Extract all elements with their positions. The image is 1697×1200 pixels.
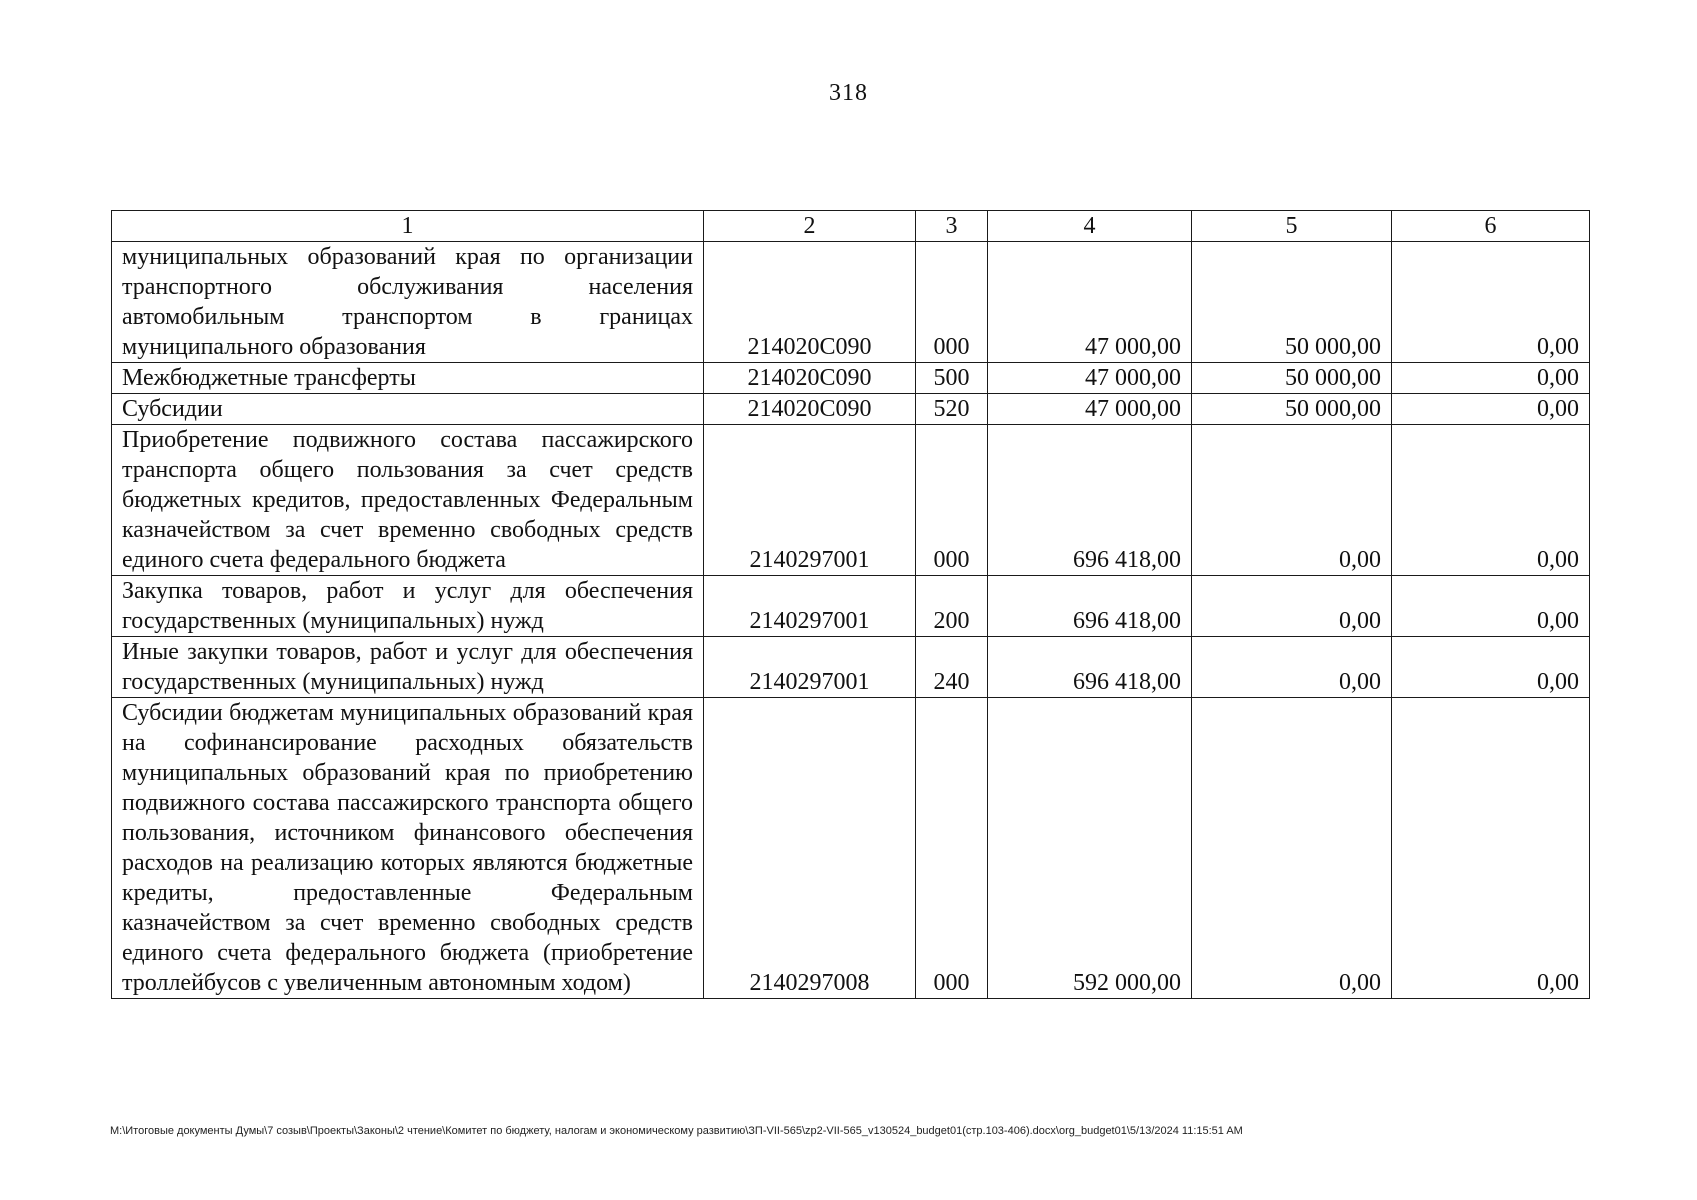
row-amount-col5: 0,00 xyxy=(1192,698,1392,999)
row-amount-col5: 50 000,00 xyxy=(1192,363,1392,394)
table-row xyxy=(112,363,1590,394)
row-amount-col4: 696 418,00 xyxy=(988,637,1192,698)
header-col-1: 1 xyxy=(112,211,704,242)
row-target-code: 214020С090 xyxy=(704,242,916,363)
row-amount-col4: 696 418,00 xyxy=(988,425,1192,576)
table-row xyxy=(112,637,1590,698)
row-amount-col4: 592 000,00 xyxy=(988,698,1192,999)
row-name: Закупка товаров, работ и услуг для обеспечения государственных (муниципальных) нужд xyxy=(112,576,704,637)
budget-table xyxy=(111,210,1590,999)
header-col-3: 3 xyxy=(916,211,988,242)
row-amount-col4: 47 000,00 xyxy=(988,394,1192,425)
table-row xyxy=(112,425,1590,576)
table-body xyxy=(112,242,1590,999)
row-expense-type: 000 xyxy=(916,242,988,363)
row-target-code: 214020С090 xyxy=(704,394,916,425)
header-row xyxy=(112,211,1590,242)
header-col-5: 5 xyxy=(1192,211,1392,242)
row-target-code: 214020С090 xyxy=(704,363,916,394)
row-amount-col6: 0,00 xyxy=(1392,637,1590,698)
row-target-code: 2140297001 xyxy=(704,576,916,637)
row-name: Приобретение подвижного состава пассажирского транспорта общего пользования за счет средств бюджетных кредитов, предоставленных Федеральным казначейством за счет временно свободных средств единого счета федерального бюджета xyxy=(112,425,704,576)
row-amount-col5: 0,00 xyxy=(1192,637,1392,698)
row-target-code: 2140297001 xyxy=(704,637,916,698)
table-header xyxy=(112,211,1590,242)
header-col-2: 2 xyxy=(704,211,916,242)
row-amount-col6: 0,00 xyxy=(1392,394,1590,425)
row-amount-col6: 0,00 xyxy=(1392,242,1590,363)
header-col-6: 6 xyxy=(1392,211,1590,242)
row-target-code: 2140297008 xyxy=(704,698,916,999)
row-amount-col4: 47 000,00 xyxy=(988,242,1192,363)
row-name: муниципальных образований края по организации транспортного обслуживания населения автомобильным транспортом в границах муниципального образования xyxy=(112,242,704,363)
row-expense-type: 500 xyxy=(916,363,988,394)
row-name: Межбюджетные трансферты xyxy=(112,363,704,394)
row-amount-col6: 0,00 xyxy=(1392,698,1590,999)
row-target-code: 2140297001 xyxy=(704,425,916,576)
row-expense-type: 200 xyxy=(916,576,988,637)
row-name: Субсидии бюджетам муниципальных образований края на софинансирование расходных обязательств муниципальных образований края по приобретению подвижного состава пассажирского транспорта общего пользования, источником финансового обеспечения расходов на реализацию которых являются бюджетные кредиты, предоставленные Федеральным казначейством за счет временно свободных средств единого счета федерального бюджета (приобретение троллейбусов с увеличенным автономным ходом) xyxy=(112,698,704,999)
row-expense-type: 520 xyxy=(916,394,988,425)
page-number: 318 xyxy=(829,80,868,106)
row-amount-col5: 0,00 xyxy=(1192,576,1392,637)
table-row xyxy=(112,242,1590,363)
table-row xyxy=(112,394,1590,425)
row-amount-col6: 0,00 xyxy=(1392,425,1590,576)
row-expense-type: 000 xyxy=(916,698,988,999)
row-amount-col4: 47 000,00 xyxy=(988,363,1192,394)
document-file-path: М:\Итоговые документы Думы\7 созыв\Проекты\Законы\2 чтение\Комитет по бюджету, налогам и экономическому развитию\ЗП-VII-565\zp2-VII-565_v130524_budget01(стр.103-406).docx\org_budget01\5/13/2024 11:15:51 AM xyxy=(110,1125,1243,1137)
row-name: Иные закупки товаров, работ и услуг для обеспечения государственных (муниципальных) нужд xyxy=(112,637,704,698)
row-amount-col4: 696 418,00 xyxy=(988,576,1192,637)
row-amount-col6: 0,00 xyxy=(1392,363,1590,394)
header-col-4: 4 xyxy=(988,211,1192,242)
row-amount-col5: 0,00 xyxy=(1192,425,1392,576)
row-expense-type: 000 xyxy=(916,425,988,576)
table-row xyxy=(112,576,1590,637)
row-amount-col5: 50 000,00 xyxy=(1192,394,1392,425)
row-amount-col6: 0,00 xyxy=(1392,576,1590,637)
table-row xyxy=(112,698,1590,999)
row-expense-type: 240 xyxy=(916,637,988,698)
row-name: Субсидии xyxy=(112,394,704,425)
row-amount-col5: 50 000,00 xyxy=(1192,242,1392,363)
